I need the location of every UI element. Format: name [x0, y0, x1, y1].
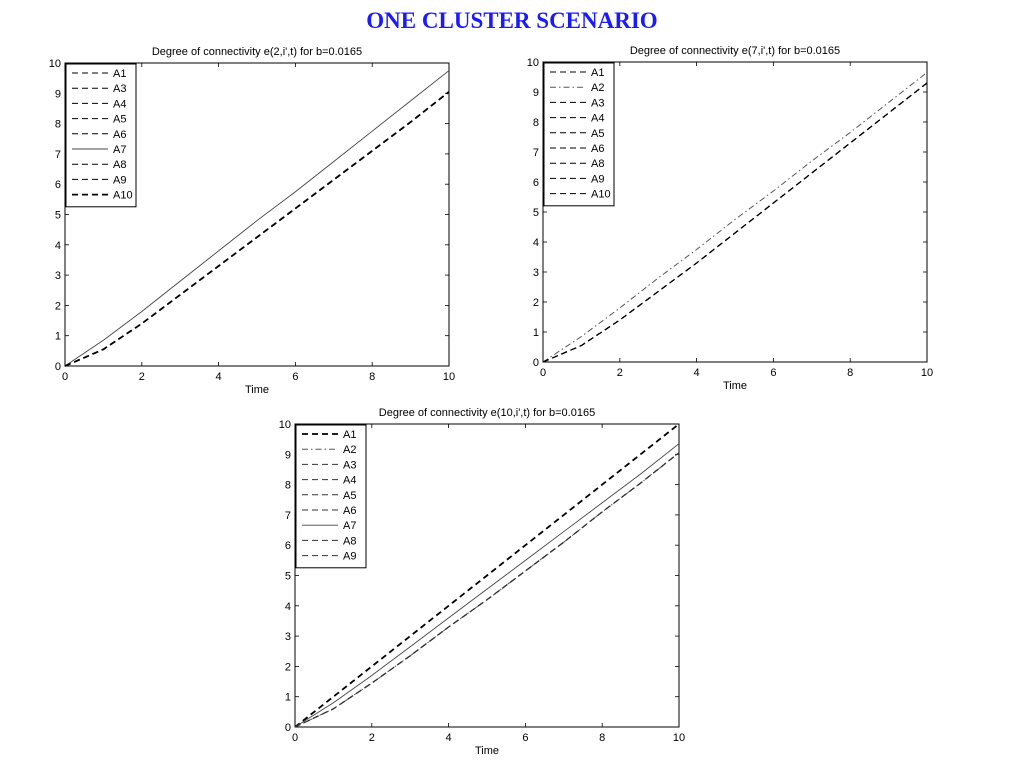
y-tick-label: 1: [284, 691, 291, 704]
x-tick-label: 10: [920, 367, 934, 379]
x-tick-label: 4: [693, 367, 700, 379]
y-tick-label: 2: [54, 300, 61, 313]
x-tick-label: 4: [215, 371, 222, 383]
y-tick-label: 9: [532, 87, 539, 99]
legend-label: A10: [591, 188, 611, 201]
x-tick-label: 6: [522, 732, 529, 744]
y-tick-label: 1: [532, 327, 539, 339]
y-tick-label: 3: [532, 267, 539, 279]
y-tick-label: 8: [284, 479, 291, 492]
legend-label: A3: [113, 83, 127, 96]
y-tick-label: 10: [526, 57, 539, 69]
x-tick-label: 8: [369, 371, 376, 383]
legend-label: A4: [113, 98, 127, 111]
legend-label: A7: [113, 144, 127, 156]
y-tick-label: 0: [532, 357, 539, 369]
page-title: ONE CLUSTER SCENARIO: [366, 8, 658, 33]
legend-label: A8: [343, 535, 357, 548]
y-tick-label: 5: [284, 570, 291, 583]
y-tick-label: 6: [284, 540, 291, 553]
legend-label: A9: [343, 550, 357, 563]
y-tick-label: 5: [54, 209, 61, 222]
y-tick-label: 4: [284, 600, 291, 613]
x-tick-label: 4: [445, 732, 452, 744]
y-tick-label: 6: [532, 177, 539, 189]
y-tick-label: 2: [284, 661, 291, 674]
x-tick-label: 2: [138, 371, 145, 383]
legend-label: A6: [343, 505, 357, 517]
x-tick-label: 10: [672, 732, 686, 744]
x-tick-label: 2: [368, 732, 375, 744]
legend-label: A3: [591, 97, 605, 110]
legend-label: A1: [113, 68, 127, 80]
x-tick-label: 6: [292, 371, 299, 383]
y-tick-label: 4: [54, 239, 61, 252]
y-tick-label: 1: [54, 330, 61, 343]
legend-label: A4: [343, 474, 357, 487]
legend-label: A3: [343, 459, 357, 472]
y-tick-label: 0: [54, 361, 61, 373]
legend-label: A8: [113, 159, 127, 172]
x-tick-label: 0: [291, 732, 299, 744]
x-tick-label: 0: [61, 371, 69, 383]
legend-label: A9: [591, 173, 605, 186]
y-tick-label: 6: [54, 179, 61, 192]
chart-title: Degree of connectivity e(7,i',t) for b=0.0165: [629, 45, 841, 57]
legend-label: A8: [591, 158, 605, 171]
x-tick-label: 2: [616, 367, 623, 379]
legend-label: A4: [591, 112, 605, 125]
y-tick-label: 8: [532, 117, 539, 129]
y-tick-label: 7: [532, 147, 539, 159]
y-tick-label: 4: [532, 237, 539, 249]
y-tick-label: 7: [54, 148, 61, 161]
legend-label: A6: [591, 143, 605, 155]
chart-title: Degree of connectivity e(10,i',t) for b=0.0165: [378, 407, 596, 419]
y-tick-label: 10: [278, 419, 291, 431]
x-axis-label: Time: [722, 380, 748, 392]
x-tick-label: 6: [770, 367, 777, 379]
y-tick-label: 10: [48, 58, 61, 70]
legend-label: A1: [591, 67, 605, 79]
y-tick-label: 9: [54, 88, 61, 101]
x-tick-label: 8: [599, 732, 606, 744]
legend-label: A1: [343, 429, 357, 441]
x-tick-label: 0: [539, 367, 547, 379]
legend-label: A5: [343, 489, 357, 502]
y-tick-label: 5: [532, 207, 539, 219]
x-axis-label: Time: [474, 745, 500, 757]
legend-label: A7: [343, 520, 357, 533]
legend-label: A2: [591, 82, 605, 95]
y-tick-label: 7: [284, 509, 291, 522]
y-tick-label: 8: [54, 118, 61, 131]
x-axis-label: Time: [244, 384, 270, 396]
legend-label: A5: [591, 127, 605, 140]
x-tick-label: 8: [847, 367, 854, 379]
y-tick-label: 0: [284, 722, 291, 734]
y-tick-label: 3: [54, 270, 61, 283]
y-tick-label: 2: [532, 297, 539, 309]
chart-title: Degree of connectivity e(2,i',t) for b=0.0165: [151, 46, 363, 58]
legend-label: A5: [113, 113, 127, 126]
x-tick-label: 10: [442, 371, 456, 383]
legend-label: A2: [343, 444, 357, 457]
legend-label: A10: [113, 189, 133, 202]
y-tick-label: 3: [284, 631, 291, 644]
legend-label: A6: [113, 128, 127, 141]
y-tick-label: 9: [284, 449, 291, 462]
legend-label: A9: [113, 174, 127, 187]
